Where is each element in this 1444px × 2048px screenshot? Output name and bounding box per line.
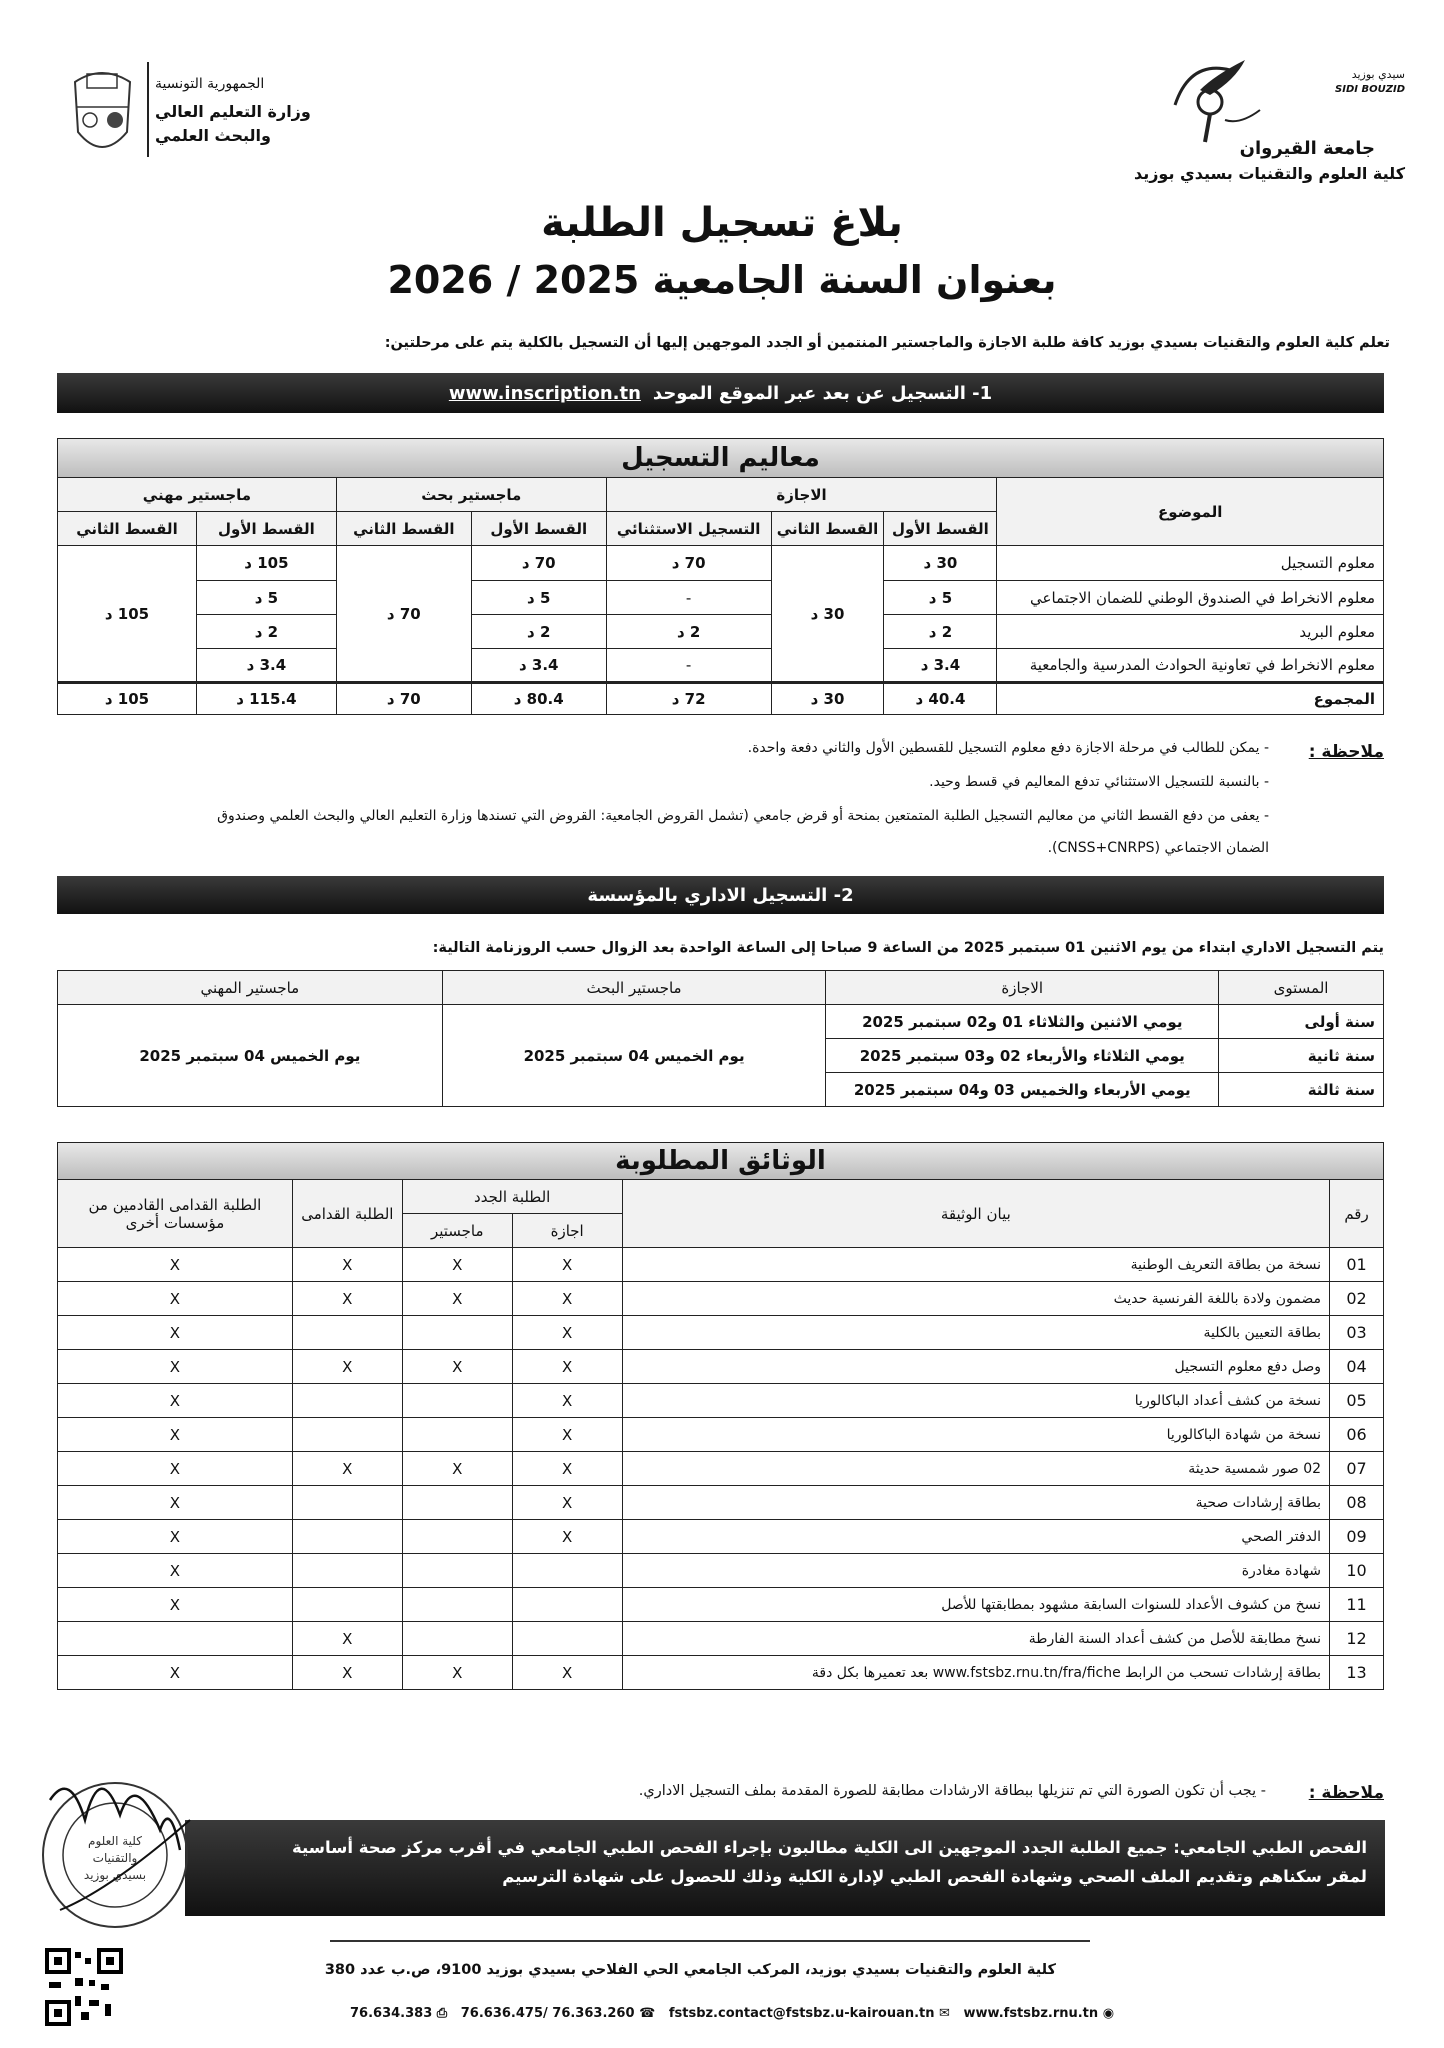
doc-mark [58, 1622, 293, 1656]
doc-mark: X [58, 1554, 293, 1588]
tunisia-coat-of-arms-icon [65, 62, 140, 162]
doc-mark: X [402, 1656, 512, 1690]
fees-group-master-research: ماجستير بحث [336, 478, 606, 512]
doc-number: 07 [1330, 1452, 1384, 1486]
doc-mark [402, 1486, 512, 1520]
medical-line-1: الفحص الطبي الجامعي: جميع الطلبة الجدد الموجهين الى الكلية مطالبون بإجراء الفحص الطبي الجامعي في أقرب مركز صحة أساسية [292, 1838, 1367, 1857]
doc-mark [292, 1418, 402, 1452]
table-row [58, 1486, 1384, 1520]
qr-code-icon[interactable] [45, 1948, 123, 2026]
doc-mark [512, 1622, 622, 1656]
fees-sub-first: القسط الأول [196, 512, 336, 546]
doc-mark [402, 1622, 512, 1656]
intro-text: تعلم كلية العلوم والتقنيات بسيدي بوزيد كافة طلبة الاجازة والماجستير المنتمين أو الجدد الموجهين إليها أن التسجيل بالكلية يتم على مرحلتين: [384, 335, 1390, 351]
doc-mark: X [512, 1452, 622, 1486]
medical-line-2: لمقر سكناهم وتقديم الملف الصحي وشهادة الفحص الطبي لإدارة الكلية وذلك للحصول على شهادة الترسيم [502, 1867, 1367, 1886]
schedule-date: يومي الأربعاء والخميس 03 و04 سبتمبر 2025 [826, 1073, 1219, 1107]
medical-notice [185, 1820, 1385, 1916]
fees-sub-first: القسط الأول [884, 512, 997, 546]
doc-mark [292, 1554, 402, 1588]
section2-bar [57, 876, 1384, 914]
ministry-block [65, 62, 311, 162]
table-row [58, 1622, 1384, 1656]
university-name: جامعة القيروان [1239, 138, 1375, 159]
table-row [58, 1452, 1384, 1486]
fees-group-master-pro: ماجستير مهني [58, 478, 337, 512]
docs-col-transfer: الطلبة القدامى القادمين من مؤسسات أخرى [58, 1180, 293, 1248]
docs-table [57, 1179, 1384, 1690]
doc-mark: X [292, 1248, 402, 1282]
total-value: 70 د [336, 683, 471, 715]
note1-line: الضمان الاجتماعي (CNSS+CNRPS). [1047, 840, 1269, 856]
phone-number: 76.636.475/ 76.363.260 [460, 2006, 635, 2021]
fee-value: 2 د [471, 615, 606, 649]
inscription-link[interactable]: www.inscription.tn [448, 382, 641, 404]
table-row [58, 1554, 1384, 1588]
fee-value: 2 د [196, 615, 336, 649]
doc-mark [402, 1316, 512, 1350]
note2-line: - يجب أن تكون الصورة التي تم تنزيلها ببطاقة الارشادات مطابقة للصورة المقدمة بملف التسجيل الاداري. [638, 1783, 1266, 1799]
docs-col-desc: بيان الوثيقة [622, 1180, 1329, 1248]
fee-value: 3.4 د [884, 649, 997, 683]
doc-description: نسخة من كشف أعداد الباكالوريا [622, 1384, 1329, 1418]
ministry-name-2: والبحث العلمي [155, 126, 271, 145]
stamp-text-1: كلية العلوم [88, 1834, 142, 1848]
table-row [58, 1418, 1384, 1452]
fee-value: 3.4 د [196, 649, 336, 683]
fax-number: 76.634.383 [350, 2006, 433, 2021]
faculty-name: كلية العلوم والتقنيات بسيدي بوزيد [1133, 164, 1405, 183]
fees-total-row [58, 683, 1384, 715]
stamp-text-2: والتقنيات [92, 1851, 138, 1865]
note2-label: ملاحظة : [1308, 1783, 1384, 1803]
footer-contacts [350, 2006, 1114, 2021]
table-row [58, 1588, 1384, 1622]
section1-bar [57, 373, 1384, 413]
fee-value: 70 د [471, 546, 606, 581]
table-row [58, 649, 1384, 683]
fee-label: معلوم الانخراط في تعاونية الحوادث المدرسية والجامعية [997, 649, 1384, 683]
doc-mark [512, 1588, 622, 1622]
table-row [58, 1350, 1384, 1384]
total-label: المجموع [997, 683, 1384, 715]
doc-description: الدفتر الصحي [622, 1520, 1329, 1554]
note1-label: ملاحظة : [1308, 742, 1384, 762]
doc-mark: X [292, 1656, 402, 1690]
fee-label: معلوم البريد [997, 615, 1384, 649]
fee-value: 70 د [606, 546, 771, 581]
doc-mark: X [292, 1350, 402, 1384]
total-value: 40.4 د [884, 683, 997, 715]
doc-number: 02 [1330, 1282, 1384, 1316]
doc-mark [512, 1554, 622, 1588]
doc-mark: X [292, 1452, 402, 1486]
table-row [58, 1248, 1384, 1282]
doc-mark: X [58, 1418, 293, 1452]
phone-icon: ☎ [639, 2006, 656, 2021]
doc-description: شهادة مغادرة [622, 1554, 1329, 1588]
fees-title: معاليم التسجيل [57, 438, 1384, 477]
schedule-col-master-research: ماجستير البحث [442, 971, 826, 1005]
fee-value: 5 د [471, 581, 606, 615]
doc-mark [402, 1520, 512, 1554]
fee-label: معلوم الانخراط في الصندوق الوطني للضمان الاجتماعي [997, 581, 1384, 615]
schedule-date: يوم الخميس 04 سبتمبر 2025 [442, 1005, 826, 1107]
doc-description: نسخ من كشوف الأعداد للسنوات السابقة مشهود بمطابقتها للأصل [622, 1588, 1329, 1622]
fee-value: - [606, 649, 771, 683]
fees-sub-second: القسط الثاني [771, 512, 884, 546]
doc-mark: X [512, 1486, 622, 1520]
table-row [58, 1384, 1384, 1418]
section2-label: 2- التسجيل الاداري بالمؤسسة [587, 884, 854, 906]
schedule-col-master-pro: ماجستير المهني [58, 971, 443, 1005]
doc-number: 09 [1330, 1520, 1384, 1554]
doc-mark: X [292, 1282, 402, 1316]
doc-mark: X [512, 1316, 622, 1350]
doc-description: وصل دفع معلوم التسجيل [622, 1350, 1329, 1384]
docs-col-old: الطلبة القدامى [292, 1180, 402, 1248]
table-row [58, 1005, 1384, 1039]
doc-mark [402, 1384, 512, 1418]
note1-line: - يعفى من دفع القسط الثاني من معاليم التسجيل الطلبة المتمتعين بمنحة أو قرض جامعي (تشمل القروض الجامعية: القروض التي تسندها وزارة التعليم العالي والبحث العلمي وصندوق [217, 808, 1269, 824]
table-row [58, 1316, 1384, 1350]
contact-email[interactable]: fstsbz.contact@fstsbz.u-kairouan.tn [668, 2006, 935, 2021]
doc-mark: X [58, 1588, 293, 1622]
schedule-intro: يتم التسجيل الاداري ابتداء من يوم الاثنين 01 سبتمبر 2025 من الساعة 9 صباحا إلى الساعة الواحدة بعد الزوال حسب الروزنامة التالية: [432, 940, 1384, 956]
docs-col-new-master: ماجستير [402, 1214, 512, 1248]
doc-mark: X [512, 1520, 622, 1554]
doc-description: نسخة من شهادة الباكالوريا [622, 1418, 1329, 1452]
doc-mark: X [58, 1384, 293, 1418]
doc-number: 04 [1330, 1350, 1384, 1384]
doc-mark: X [512, 1656, 622, 1690]
schedule-col-level: المستوى [1219, 971, 1384, 1005]
doc-mark: X [512, 1418, 622, 1452]
docs-col-new: الطلبة الجدد [402, 1180, 622, 1214]
doc-mark: X [58, 1350, 293, 1384]
logo-arabic: سيدي بوزيد [1351, 68, 1405, 81]
doc-description: بطاقة إرشادات صحية [622, 1486, 1329, 1520]
fax-icon: ⎙ [436, 2006, 448, 2021]
doc-mark [402, 1418, 512, 1452]
signature-stamp-icon [30, 1760, 200, 1935]
doc-description: نسخ مطابقة للأصل من كشف أعداد السنة الفارطة [622, 1622, 1329, 1656]
fee-value: 5 د [196, 581, 336, 615]
doc-mark: X [512, 1282, 622, 1316]
table-row [58, 1282, 1384, 1316]
doc-mark: X [58, 1282, 293, 1316]
doc-mark: X [402, 1452, 512, 1486]
schedule-col-licence: الاجازة [826, 971, 1219, 1005]
doc-mark [292, 1384, 402, 1418]
doc-mark [402, 1588, 512, 1622]
doc-mark [402, 1554, 512, 1588]
footer-divider [330, 1940, 1090, 1942]
table-row [58, 546, 1384, 581]
doc-mark: X [402, 1282, 512, 1316]
doc-mark [292, 1588, 402, 1622]
note1-line: - بالنسبة للتسجيل الاستثنائي تدفع المعاليم في قسط وحيد. [929, 774, 1269, 790]
fees-sub-second: القسط الثاني [336, 512, 471, 546]
doc-mark: X [292, 1622, 402, 1656]
university-block [1100, 50, 1405, 190]
doc-number: 05 [1330, 1384, 1384, 1418]
doc-number: 08 [1330, 1486, 1384, 1520]
total-value: 115.4 د [196, 683, 336, 715]
fees-table [57, 477, 1384, 715]
page-subtitle: بعنوان السنة الجامعية 2025 / 2026 [387, 258, 1057, 302]
total-value: 30 د [771, 683, 884, 715]
doc-description: بطاقة إرشادات تسحب من الرابط www.fstsbz.rnu.tn/fra/fiche بعد تعميرها بكل دقة [622, 1656, 1329, 1690]
doc-mark [292, 1316, 402, 1350]
doc-mark [292, 1520, 402, 1554]
doc-mark: X [58, 1486, 293, 1520]
schedule-level: سنة أولى [1219, 1005, 1384, 1039]
ministry-name-1: وزارة التعليم العالي [155, 102, 311, 121]
doc-number: 03 [1330, 1316, 1384, 1350]
fee-value: 3.4 د [471, 649, 606, 683]
total-value: 105 د [58, 683, 197, 715]
fees-sub-first: القسط الأول [471, 512, 606, 546]
fee-label: معلوم التسجيل [997, 546, 1384, 581]
globe-icon: ◉ [1102, 2006, 1115, 2021]
total-value: 80.4 د [471, 683, 606, 715]
fee-value: 30 د [884, 546, 997, 581]
fees-sub-exceptional: التسجيل الاستثنائي [606, 512, 771, 546]
docs-rows [58, 1248, 1384, 1690]
doc-mark: X [58, 1656, 293, 1690]
doc-mark: X [512, 1384, 622, 1418]
doc-number: 10 [1330, 1554, 1384, 1588]
doc-description: نسخة من بطاقة التعريف الوطنية [622, 1248, 1329, 1282]
schedule-table [57, 970, 1384, 1107]
stamp-text-3: بسيدي بوزيد [83, 1868, 147, 1882]
footer-address: كلية العلوم والتقنيات بسيدي بوزيد، المركب الجامعي الحي الفلاحي بسيدي بوزيد 9100، ص.ب عدد 380 [324, 1962, 1056, 1978]
table-row [58, 581, 1384, 615]
docs-title: الوثائق المطلوبة [57, 1142, 1384, 1179]
doc-mark: X [402, 1248, 512, 1282]
fee-value: 70 د [336, 546, 471, 683]
doc-description: 02 صور شمسية حديثة [622, 1452, 1329, 1486]
republic-label: الجمهورية التونسية [155, 76, 265, 92]
doc-mark: X [512, 1248, 622, 1282]
schedule-level: سنة ثانية [1219, 1039, 1384, 1073]
schedule-date: يومي الثلاثاء والأربعاء 02 و03 سبتمبر 2025 [826, 1039, 1219, 1073]
fees-group-licence: الاجازة [606, 478, 997, 512]
section1-label: 1- التسجيل عن بعد عبر الموقع الموحد [652, 382, 993, 404]
fee-value: 5 د [884, 581, 997, 615]
doc-number: 11 [1330, 1588, 1384, 1622]
docs-col-new-licence: اجازة [512, 1214, 622, 1248]
doc-number: 13 [1330, 1656, 1384, 1690]
note1-line: - يمكن للطالب في مرحلة الاجازة دفع معلوم التسجيل للقسطين الأول والثاني دفعة واحدة. [747, 740, 1269, 756]
table-row [58, 615, 1384, 649]
doc-mark: X [58, 1520, 293, 1554]
doc-mark: X [58, 1248, 293, 1282]
doc-mark: X [402, 1350, 512, 1384]
fee-value: 2 د [884, 615, 997, 649]
doc-number: 12 [1330, 1622, 1384, 1656]
page-title: بلاغ تسجيل الطلبة [541, 200, 903, 246]
fees-col-subject: الموضوع [997, 478, 1384, 546]
schedule-date: يومي الاثنين والثلاثاء 01 و02 سبتمبر 2025 [826, 1005, 1219, 1039]
website-link[interactable]: www.fstsbz.rnu.tn [963, 2006, 1099, 2021]
fee-value: 105 د [58, 546, 197, 683]
faculty-logo-icon [1170, 50, 1280, 145]
doc-mark: X [58, 1316, 293, 1350]
table-row [58, 1656, 1384, 1690]
docs-col-num: رقم [1330, 1180, 1384, 1248]
logo-english: SIDI BOUZID [1335, 84, 1405, 95]
doc-number: 01 [1330, 1248, 1384, 1282]
fee-value: 2 د [606, 615, 771, 649]
doc-mark: X [512, 1350, 622, 1384]
fee-value: 30 د [771, 546, 884, 683]
schedule-level: سنة ثالثة [1219, 1073, 1384, 1107]
docs-table-wrapper [57, 1142, 1384, 1690]
total-value: 72 د [606, 683, 771, 715]
table-row [58, 1520, 1384, 1554]
doc-description: مضمون ولادة باللغة الفرنسية حديث [622, 1282, 1329, 1316]
doc-description: بطاقة التعيين بالكلية [622, 1316, 1329, 1350]
schedule-date: يوم الخميس 04 سبتمبر 2025 [58, 1005, 443, 1107]
fee-value: 105 د [196, 546, 336, 581]
fees-table-wrapper [57, 438, 1384, 715]
fees-sub-second: القسط الثاني [58, 512, 197, 546]
email-icon: ✉ [939, 2006, 950, 2021]
doc-number: 06 [1330, 1418, 1384, 1452]
doc-mark [292, 1486, 402, 1520]
doc-mark: X [58, 1452, 293, 1486]
fee-value: - [606, 581, 771, 615]
